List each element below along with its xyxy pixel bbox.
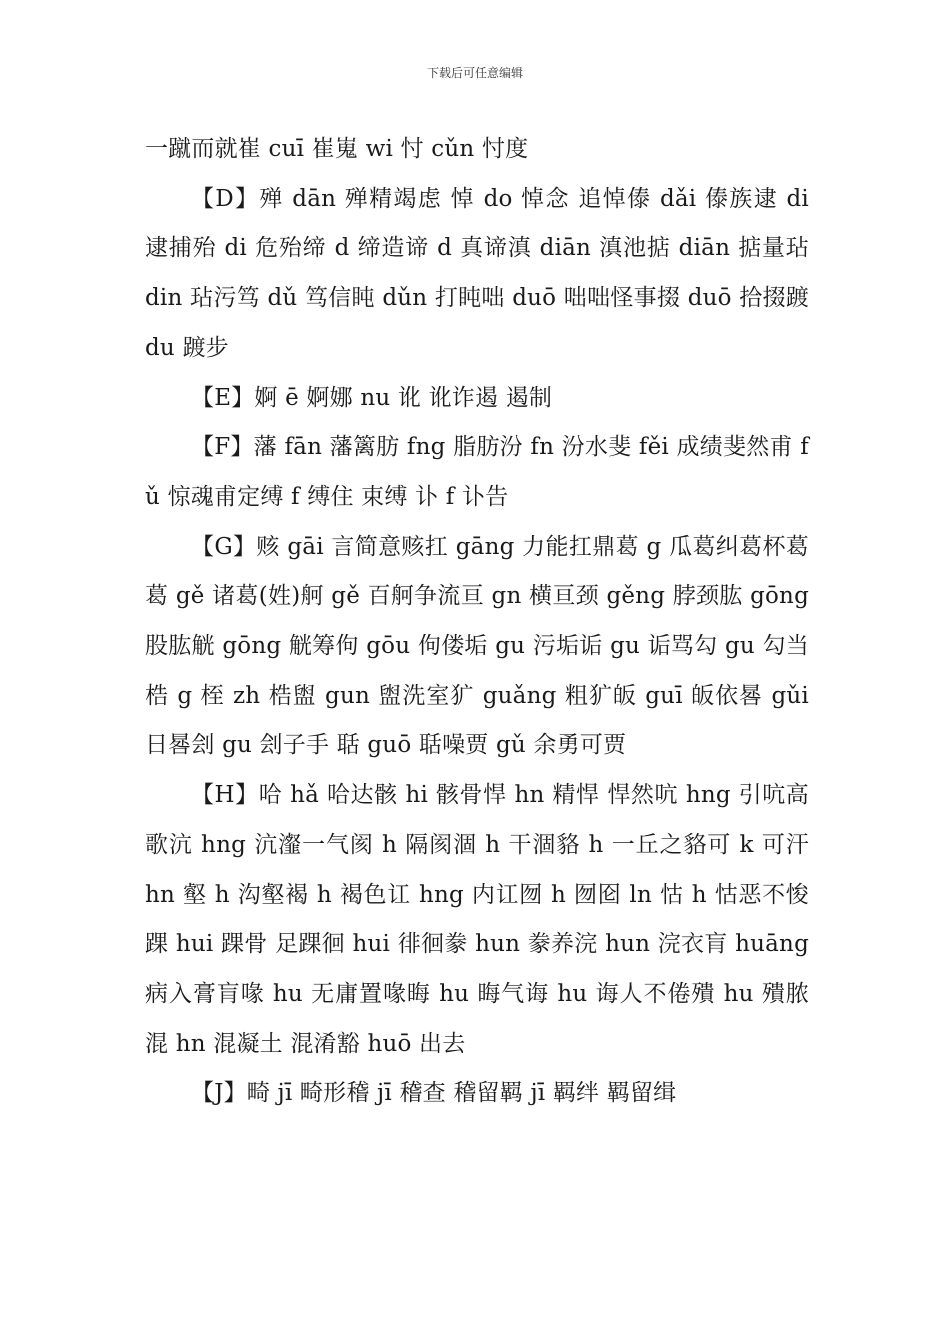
paragraph-section-f: 【F】藩 fān 藩篱肪 fng 脂肪汾 fn 汾水斐 fěi 成绩斐然甫 fǔ 惊魂甫定缚 f 缚住 束缚 讣 f 讣告 <box>145 434 809 510</box>
paragraph-section-h: 【H】哈 hǎ 哈达骸 hi 骸骨悍 hn 精悍 悍然吭 hng 引吭高歌沆 hng 沆瀣一气阂 h 隔阂涸 h 干涸貉 h 一丘之貉可 k 可汗 hn 壑 h 沟壑褐 h 褐色讧 hng 内讧囫 h 囫囵 ln 怙 h 怙恶不悛踝 hui 踝骨 足踝徊 hui 徘徊豢 hun 豢养浣 hun 浣衣肓 huāng 病入膏肓喙 hu 无庸置喙晦 hu 晦气诲 hu 诲人不倦殨 hu 殨脓混 hn 混凝土 混淆豁 huō 出去 <box>145 782 809 1057</box>
page-header: 下载后可任意编辑 <box>426 66 523 80</box>
paragraph-section-j: 【J】畸 jī 畸形稽 jī 稽查 稽留羁 jī 羁绊 羁留缉 <box>191 1080 677 1107</box>
paragraph-section-g: 【G】赅 gāi 言简意赅扛 gāng 力能扛鼎葛 g 瓜葛纠葛杯葛葛 gě 诸葛(姓)舸 gě 百舸争流亘 gn 横亘颈 gěng 脖颈肱 gōng 股肱觥 gōng 觥筹佝 gōu 佝偻垢 gu 污垢诟 gu 诟骂勾 gu 勾当梏 g 桎 zh 梏盥 gun 盥洗室犷 guǎng 粗犷皈 guī 皈依晷 gǔi 日晷刽 gu 刽子手 聒 guō 聒噪贾 gǔ 余勇可贾 <box>145 533 809 759</box>
paragraph-section-e: 【E】婀 ē 婀娜 nu 讹 讹诈遏 遏制 <box>191 384 553 411</box>
paragraph-section-d: 【D】殚 dān 殚精竭虑 悼 do 悼念 追悼傣 dǎi 傣族逮 di 逮捕殆 di 危殆缔 d 缔造谛 d 真谛滇 diān 滇池掂 diān 掂量玷 din 玷污笃 dǔ 笃信盹 dǔn 打盹咄 duō 咄咄怪事掇 duō 拾掇踱 du 踱步 <box>145 185 809 361</box>
document-body <box>145 125 809 1119</box>
paragraph-continuation: 一蹴而就崔 cuī 崔嵬 wi 忖 cǔn 忖度 <box>145 136 529 162</box>
